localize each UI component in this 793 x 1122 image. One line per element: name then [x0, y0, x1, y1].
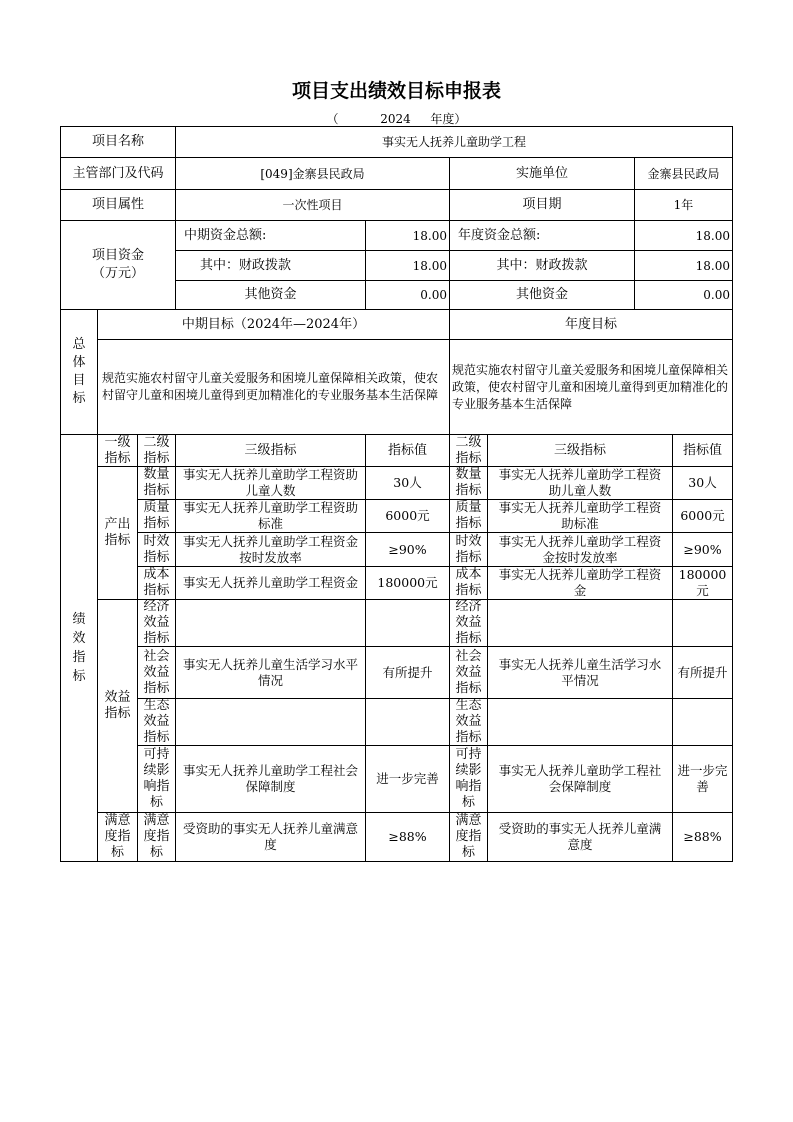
level3-indicator-annual: 事实无人抚养儿童生活学习水平情况 — [488, 647, 673, 699]
level3-indicator-mid: 事实无人抚养儿童助学工程社会保障制度 — [176, 746, 366, 813]
level2-indicator-mid — [138, 567, 176, 600]
level3-indicator-mid: 事实无人抚养儿童助学工程资助标准 — [176, 500, 366, 533]
level2-indicator-mid — [138, 533, 176, 567]
level2-line: 质量 — [143, 500, 170, 515]
header-value: 指标值 — [366, 435, 450, 467]
level2-line: 效益 — [143, 714, 170, 729]
level2-indicator-annual — [450, 746, 488, 813]
page-title: 项目支出绩效目标申报表 — [291, 80, 501, 102]
level2-indicator-mid — [138, 467, 176, 500]
perf-label-char: 绩 — [72, 612, 86, 627]
level2-line: 响指 — [143, 779, 170, 794]
level2-line: 生态 — [143, 699, 170, 713]
benefit-label-line: 指标 — [104, 706, 131, 721]
attr-label: 项目属性 — [60, 190, 176, 221]
level2-line: 指标 — [455, 483, 482, 498]
level2-indicator-annual — [450, 467, 488, 500]
annual-total-label: 年度资金总额: — [450, 221, 635, 251]
level3-indicator-annual: 事实无人抚养儿童助学工程资助儿童人数 — [488, 467, 673, 500]
level2-line: 社会 — [455, 648, 482, 664]
funds-label-line1: 项目资金 — [91, 248, 144, 263]
funds-label-line2: （万元） — [91, 266, 144, 281]
level2-line: 指标 — [455, 549, 482, 565]
perf-label-char: 效 — [72, 631, 86, 646]
output-label-line: 产出 — [104, 517, 131, 532]
level3-indicator-annual: 事实无人抚养儿童助学工程资助标准 — [488, 500, 673, 533]
level2-line: 标 — [461, 845, 475, 860]
level2-indicator-mid — [138, 647, 176, 699]
annual-fiscal-label: 其中：财政拨款 — [450, 251, 635, 281]
dept-value: [049]金寨县民政局 — [176, 158, 450, 190]
indicator-value-mid: 180000元 — [366, 567, 450, 600]
level2-line: 度指 — [455, 829, 482, 844]
year-open-paren: （ — [326, 112, 339, 126]
level2-line: 满意 — [143, 813, 170, 828]
level2-line: 指标 — [455, 516, 482, 531]
mid-other-label: 其他资金 — [176, 281, 366, 310]
level2-indicator-annual — [450, 647, 488, 699]
level2-line: 效益 — [143, 664, 170, 680]
mid-objective-text: 规范实施农村留守儿童关爱服务和困境儿童保障相关政策，使农村留守儿童和困境儿童得到更加精准化的专业服务基本生活保障 — [98, 340, 450, 435]
header-level2-line: 二级 — [455, 435, 482, 450]
project-name-value: 事实无人抚养儿童助学工程 — [176, 126, 733, 158]
level2-line: 标 — [149, 845, 163, 860]
mid-total-value: 18.00 — [366, 221, 450, 251]
mid-objective-header: 中期目标（2024年—2024年） — [98, 310, 450, 340]
annual-fiscal-value: 18.00 — [635, 251, 733, 281]
level2-line: 效益 — [143, 615, 170, 630]
level3-indicator-annual — [488, 600, 673, 647]
level3-indicator-mid: 事实无人抚养儿童助学工程资金 — [176, 567, 366, 600]
header-level3: 三级指标 — [176, 435, 366, 467]
level2-line: 指标 — [455, 583, 482, 598]
level2-line: 标 — [149, 795, 163, 810]
level3-indicator-mid: 受资助的事实无人抚养儿童满意度 — [176, 813, 366, 862]
indicator-value-annual: 180000元 — [673, 567, 733, 600]
header-level2-line: 二级 — [143, 435, 170, 450]
annual-objective-header: 年度目标 — [450, 310, 733, 340]
mid-fiscal-value: 18.00 — [366, 251, 450, 281]
header-level1-line: 指标 — [104, 450, 131, 466]
level2-line: 时效 — [143, 533, 170, 549]
level3-indicator-annual: 受资助的事实无人抚养儿童满意度 — [488, 813, 673, 862]
level2-line: 质量 — [455, 500, 482, 515]
annual-other-value: 0.00 — [635, 281, 733, 310]
indicator-value-annual: 6000元 — [673, 500, 733, 533]
level3-indicator-mid: 事实无人抚养儿童助学工程资助儿童人数 — [176, 467, 366, 500]
level2-line: 满意 — [455, 813, 482, 828]
overall-label-char: 总 — [72, 337, 86, 352]
level3-indicator-annual: 事实无人抚养儿童助学工程资金 — [488, 567, 673, 600]
overall-label — [60, 310, 98, 435]
overall-label-char: 体 — [72, 355, 86, 370]
overall-label-char: 目 — [72, 373, 86, 388]
indicator-value-mid: 进一步完善 — [366, 746, 450, 813]
indicator-value-annual — [673, 600, 733, 647]
output-label-line: 指标 — [104, 533, 131, 548]
level2-line: 效益 — [455, 664, 482, 680]
benefit-indicator-label — [98, 600, 138, 813]
period-value: 1年 — [635, 190, 733, 221]
output-indicator-label — [98, 467, 138, 600]
header-level1-line: 一级 — [104, 435, 131, 450]
perf-label-char: 指 — [72, 650, 86, 665]
level2-line: 时效 — [455, 533, 482, 549]
header-value-annual: 指标值 — [673, 435, 733, 467]
indicator-value-annual: ≥88% — [673, 813, 733, 862]
level2-line: 指标 — [143, 549, 170, 565]
indicator-value-annual: 进一步完善 — [673, 746, 733, 813]
header-level2-line: 指标 — [455, 450, 482, 466]
level2-line: 响指 — [455, 779, 482, 794]
level2-line: 生态 — [455, 699, 482, 713]
year-suffix: 年度） — [430, 112, 467, 126]
impl-label: 实施单位 — [450, 158, 635, 190]
level2-indicator-mid — [138, 500, 176, 533]
year-line — [0, 110, 793, 127]
level2-indicator-mid — [138, 600, 176, 647]
funds-label — [60, 221, 176, 310]
level2-line: 经济 — [455, 600, 482, 614]
level2-indicator-mid — [138, 813, 176, 862]
level2-line: 标 — [461, 795, 475, 810]
indicator-value-mid — [366, 600, 450, 647]
level2-line: 指标 — [143, 730, 170, 745]
level2-indicator-mid — [138, 746, 176, 813]
level2-indicator-annual — [450, 533, 488, 567]
level2-line: 指标 — [143, 631, 170, 646]
period-label: 项目期 — [450, 190, 635, 221]
level2-line: 数量 — [455, 467, 482, 482]
year-value: 2024 — [380, 112, 411, 126]
level2-line: 续影 — [455, 763, 482, 778]
impl-value: 金寨县民政局 — [635, 158, 733, 190]
indicator-value-annual: 有所提升 — [673, 647, 733, 699]
level2-line: 成本 — [143, 567, 170, 582]
dept-label: 主管部门及代码 — [60, 158, 176, 190]
level2-line: 可持 — [143, 747, 170, 762]
level2-line: 成本 — [455, 567, 482, 582]
level2-line: 可持 — [455, 747, 482, 762]
level2-line: 指标 — [143, 583, 170, 598]
indicator-value-mid: ≥90% — [366, 533, 450, 567]
indicator-value-annual — [673, 699, 733, 746]
level2-line: 指标 — [455, 730, 482, 745]
level3-indicator-annual: 事实无人抚养儿童助学工程社会保障制度 — [488, 746, 673, 813]
annual-total-value: 18.00 — [635, 221, 733, 251]
level2-line: 指标 — [455, 680, 482, 696]
indicator-value-mid: 有所提升 — [366, 647, 450, 699]
perf-label-char: 标 — [72, 669, 86, 684]
benefit-label-line: 效益 — [104, 690, 131, 705]
satisfaction-label-line: 标 — [110, 845, 124, 860]
level2-line: 效益 — [455, 714, 482, 729]
level3-indicator-mid — [176, 699, 366, 746]
header-level3-annual: 三级指标 — [488, 435, 673, 467]
mid-fiscal-label: 其中：财政拨款 — [176, 251, 366, 281]
indicator-value-annual: ≥90% — [673, 533, 733, 567]
annual-other-label: 其他资金 — [450, 281, 635, 310]
indicator-value-mid: 6000元 — [366, 500, 450, 533]
perf-label — [60, 435, 98, 862]
project-name-label: 项目名称 — [60, 126, 176, 158]
level2-line: 指标 — [455, 631, 482, 646]
level2-line: 指标 — [143, 483, 170, 498]
annual-objective-text: 规范实施农村留守儿童关爱服务和困境儿童保障相关政策，使农村留守儿童和困境儿童得到更加精准化的专业服务基本生活保障 — [450, 340, 733, 435]
level2-indicator-annual — [450, 567, 488, 600]
level2-line: 续影 — [143, 763, 170, 778]
satisfaction-label-line: 度指 — [104, 829, 131, 844]
mid-total-label: 中期资金总额: — [176, 221, 366, 251]
level2-indicator-annual — [450, 699, 488, 746]
mid-other-value: 0.00 — [366, 281, 450, 310]
header-level2-annual — [450, 435, 488, 467]
level2-line: 效益 — [455, 615, 482, 630]
overall-label-char: 标 — [72, 391, 86, 406]
header-level2 — [138, 435, 176, 467]
satisfaction-indicator-label — [98, 813, 138, 862]
indicator-value-annual: 30人 — [673, 467, 733, 500]
level2-line: 指标 — [143, 680, 170, 696]
level2-indicator-annual — [450, 813, 488, 862]
level2-indicator-annual — [450, 600, 488, 647]
indicator-value-mid — [366, 699, 450, 746]
level3-indicator-annual — [488, 699, 673, 746]
level3-indicator-mid: 事实无人抚养儿童助学工程资金按时发放率 — [176, 533, 366, 567]
indicator-value-mid: 30人 — [366, 467, 450, 500]
indicator-value-mid: ≥88% — [366, 813, 450, 862]
level2-line: 经济 — [143, 600, 170, 614]
level3-indicator-annual: 事实无人抚养儿童助学工程资金按时发放率 — [488, 533, 673, 567]
report-table — [60, 126, 733, 862]
level2-line: 指标 — [143, 516, 170, 531]
level2-line: 度指 — [143, 829, 170, 844]
level2-line: 社会 — [143, 648, 170, 664]
level3-indicator-mid: 事实无人抚养儿童生活学习水平情况 — [176, 647, 366, 699]
level2-line: 数量 — [143, 467, 170, 482]
header-level1 — [98, 435, 138, 467]
level2-indicator-mid — [138, 699, 176, 746]
level2-indicator-annual — [450, 500, 488, 533]
attr-value: 一次性项目 — [176, 190, 450, 221]
level3-indicator-mid — [176, 600, 366, 647]
header-level2-line: 指标 — [143, 450, 170, 466]
satisfaction-label-line: 满意 — [104, 813, 131, 828]
